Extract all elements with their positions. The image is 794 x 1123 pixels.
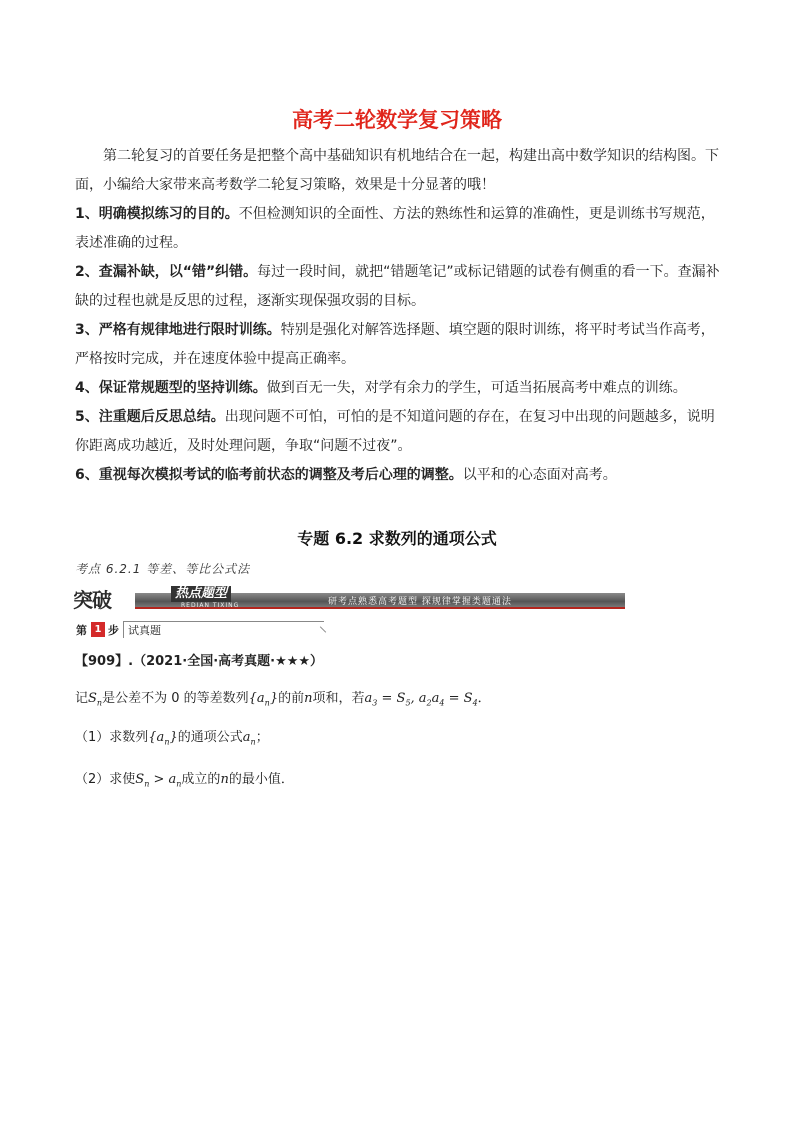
part-2-text-a: （2）求使	[75, 772, 136, 787]
banner-hot-label: 热点题型	[171, 586, 231, 602]
step-number-badge: 1	[91, 622, 105, 637]
tip-2	[75, 258, 725, 316]
tip-3-lead: 3、严格有规律地进行限时训练。	[75, 322, 281, 338]
math-Sn: $S_n$	[88, 691, 103, 708]
tip-3	[75, 316, 725, 374]
tip-5	[75, 403, 725, 461]
step-tab	[73, 621, 328, 639]
tip-3-text: 特别是强化对解答选择题、填空题的限时训练，将平时考试当作高考，严格按时完成，并在速度体验中提高正确率。	[75, 322, 715, 367]
exam-point-label: 考点 6.2.1 等差、等比公式法	[75, 562, 251, 576]
intro-text: 第二轮复习的首要任务是把整个高中基础知识有机地结合在一起，构建出高中数学知识的结构图。下面，小编给大家带来高考数学二轮复习策略，效果是十分显著的哦！	[75, 148, 719, 193]
stem-text-3: 的前	[278, 691, 305, 706]
math-seq-an: $\{a_n\}$	[248, 691, 279, 708]
math-an: $a_n$	[242, 730, 256, 747]
tip-1-text: 不但检测知识的全面性、方法的熟练性和运算的准确性，更是训练书写规范，表述准确的过程。	[75, 206, 715, 251]
page-title: 高考二轮数学复习策略	[292, 108, 502, 132]
tip-2-lead: 2、查漏补缺，以“错”纠错。	[75, 264, 258, 280]
step-prefix: 第	[76, 624, 87, 637]
math-n-2: n	[220, 772, 229, 787]
question-stem	[75, 687, 491, 708]
tip-6-lead: 6、重视每次模拟考试的临考前状态的调整及考后心理的调整。	[75, 467, 463, 483]
stem-text-5: ．	[477, 691, 491, 706]
tip-4-text: 做到百无一失，对学有余力的学生，可适当拓展高考中难点的训练。	[266, 380, 687, 396]
part-1-text-b: 的通项公式	[177, 730, 243, 745]
math-condition: $a_3 = S_5$, $a_2a_4 = S_4$	[364, 691, 478, 708]
tip-5-lead: 5、注重题后反思总结。	[75, 409, 225, 425]
tip-1	[75, 200, 725, 258]
tip-4-lead: 4、保证常规题型的坚持训练。	[75, 380, 267, 396]
tip-1-lead: 1、明确模拟练习的目的。	[75, 206, 239, 222]
stem-text-2: 是公差不为 0 的等差数列	[102, 691, 249, 706]
banner-pinyin: REDIAN TIXING	[181, 602, 240, 609]
breakthrough-banner	[73, 586, 625, 612]
step-suffix: 步	[108, 624, 119, 637]
stem-text-4: 项和，若	[312, 691, 365, 706]
math-seq-an-2: $\{a_n\}$	[148, 730, 178, 747]
math-inequality: $S_n > a_n$	[135, 772, 182, 789]
part-2-text-b: 成立的	[181, 772, 221, 787]
topic-title: 专题 6.2 求数列的通项公式	[297, 529, 497, 548]
tip-5-text: 出现问题不可怕，可怕的是不知道问题的存在，在复习中出现的问题越多，说明你距离成功越近，及时处理问题，争取“问题不过夜”。	[75, 409, 715, 454]
stem-text-1: 记	[75, 691, 89, 706]
tip-6	[75, 461, 725, 490]
math-n: n	[304, 691, 313, 706]
banner-breakthrough-text: 突破	[73, 588, 111, 612]
part-1-text-a: （1）求数列	[75, 730, 149, 745]
banner-slogan: 研考点熟悉高考题型 探规律掌握类题通法	[328, 597, 512, 607]
question-part-2	[75, 768, 294, 789]
step-label: 试真题	[128, 624, 161, 637]
tip-6-text: 以平和的心态面对高考。	[462, 467, 617, 483]
question-header: 【909】.（2021·全国·高考真题·★★★）	[75, 654, 324, 669]
part-1-text-c: ；	[255, 730, 269, 745]
question-part-1	[75, 726, 269, 747]
intro-paragraph	[75, 142, 725, 200]
part-2-text-c: 的最小值．	[228, 772, 294, 787]
tip-2-text: 每过一段时间，就把“错题笔记”或标记错题的试卷有侧重的看一下。查漏补缺的过程也就是反思的过程，逐渐实现保强攻弱的目标。	[75, 264, 720, 309]
tip-4	[75, 374, 725, 403]
